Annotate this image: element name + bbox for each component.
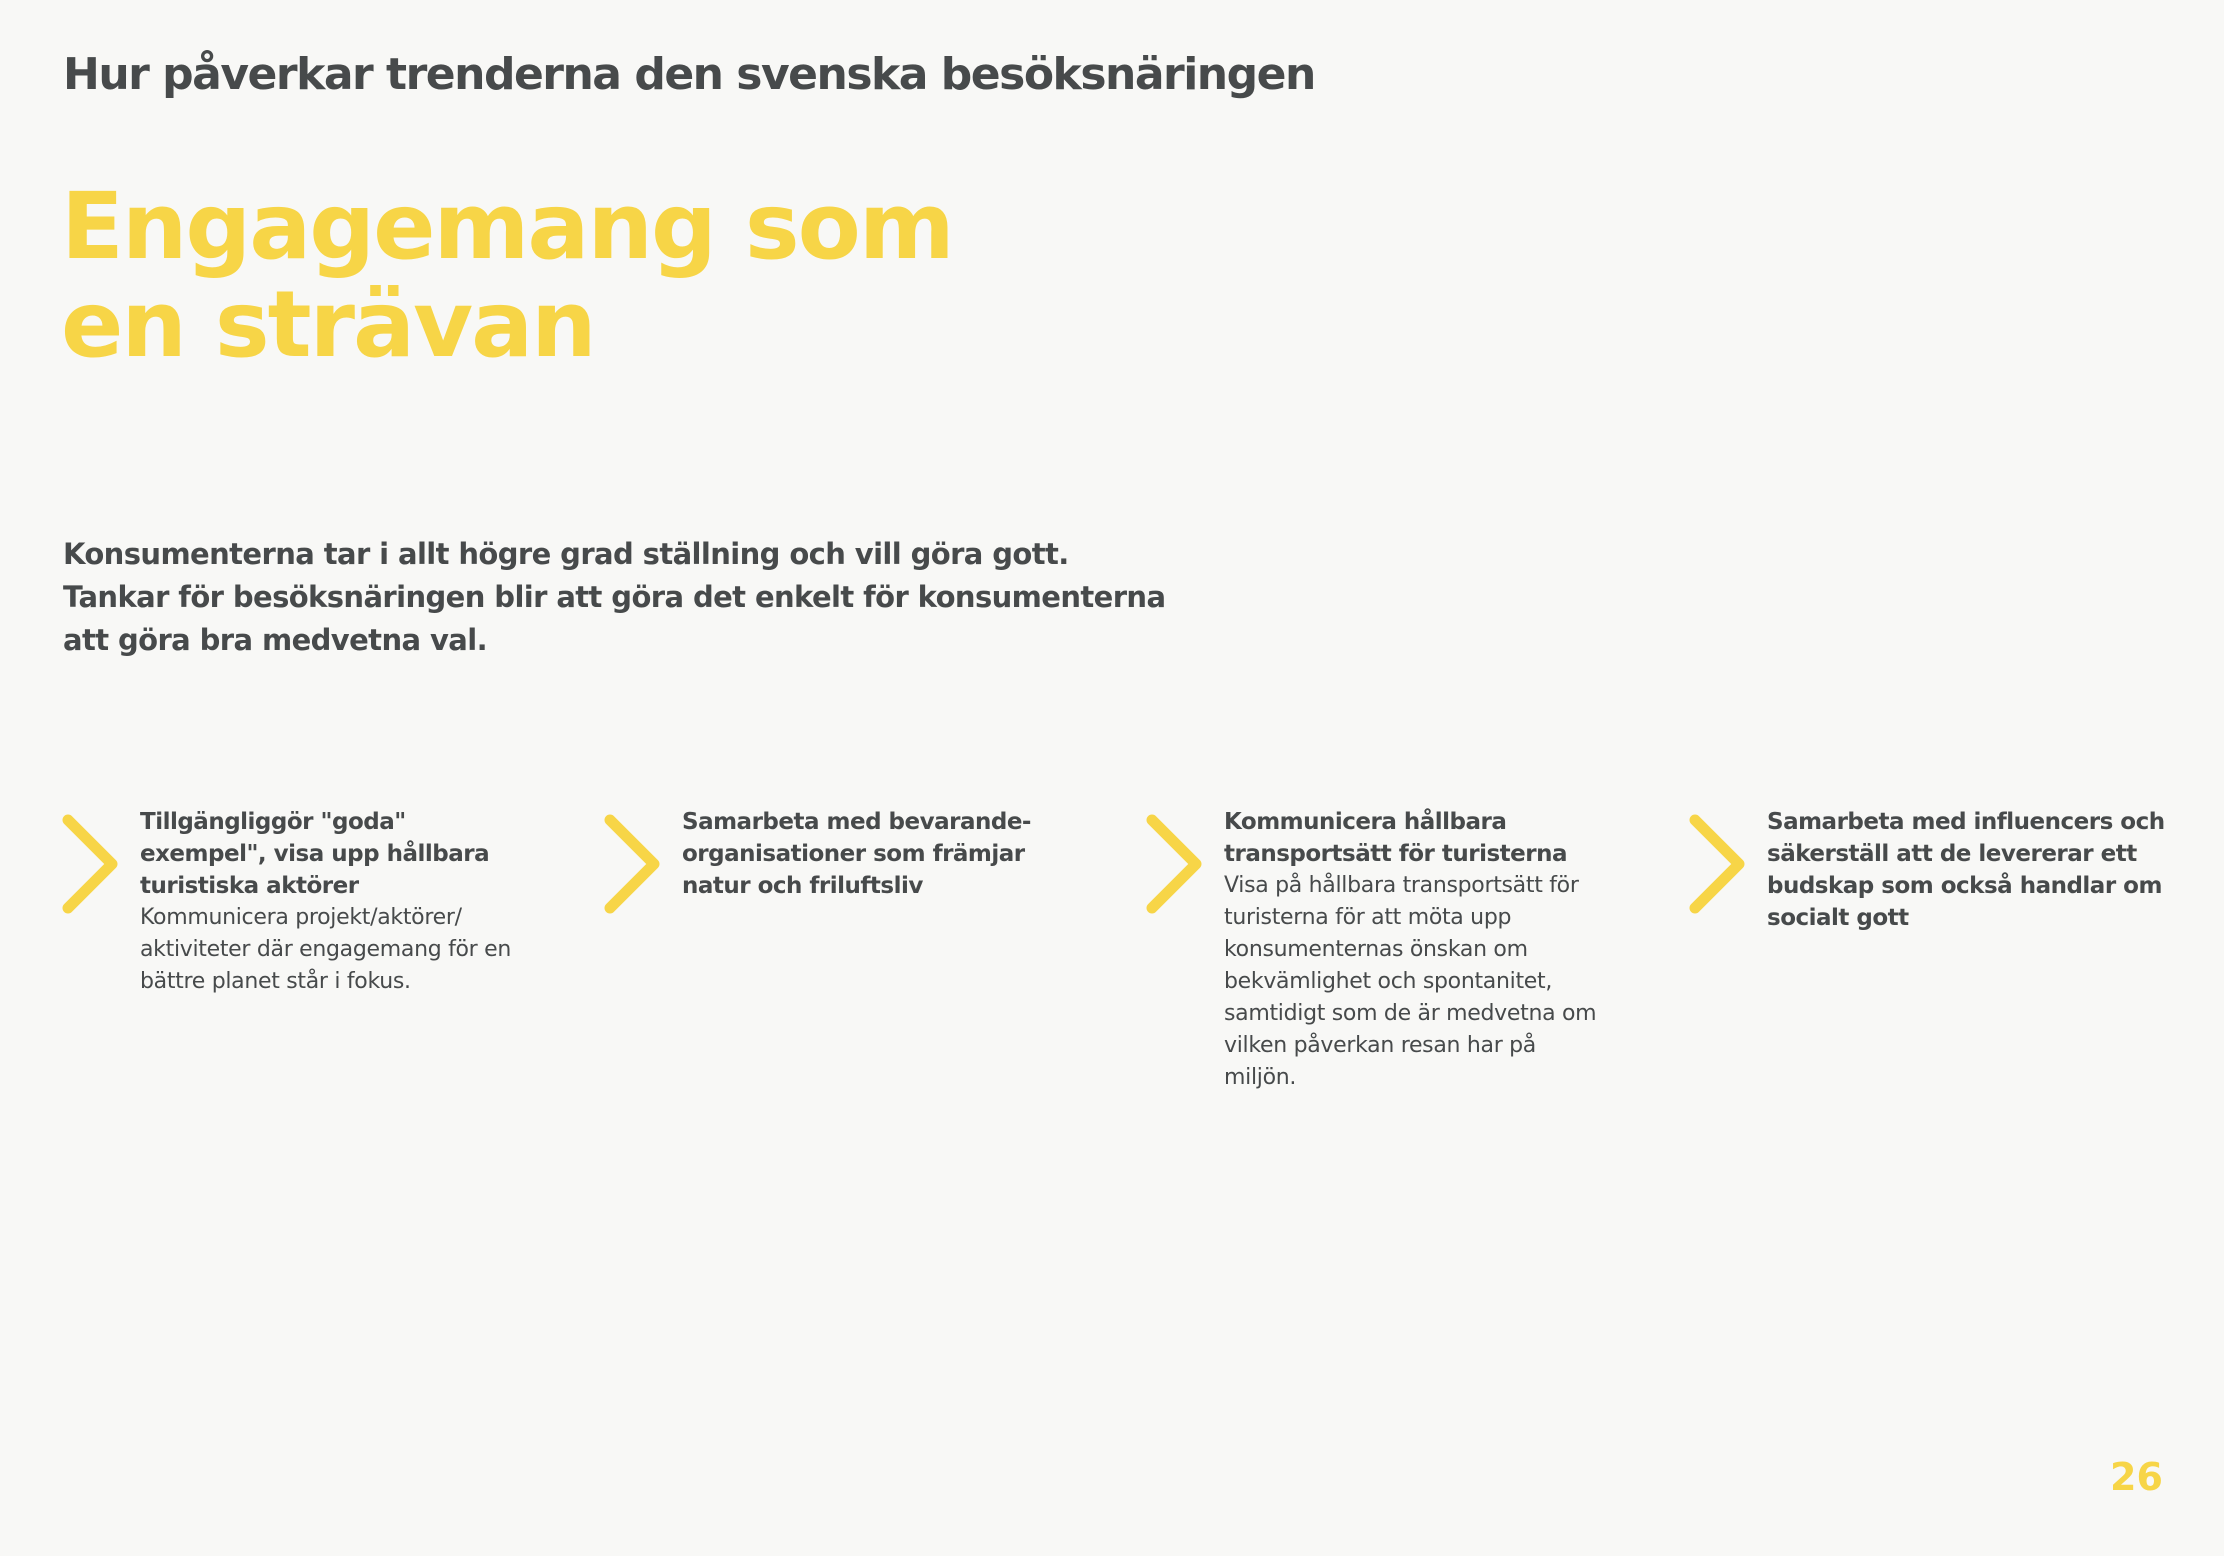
recommendation-title-line: turistiska aktörer	[140, 873, 359, 899]
recommendation-title	[682, 806, 1102, 902]
recommendation-text	[1767, 806, 2187, 934]
recommendation-title-line: budskap som också handlar om	[1767, 873, 2162, 899]
recommendation-title-line: Tillgängliggör "goda"	[140, 809, 406, 835]
recommendation-body-line: bekvämlighet och spontanitet,	[1224, 969, 1553, 994]
recommendation-title-line: Kommunicera hållbara	[1224, 809, 1507, 835]
page-heading	[61, 173, 953, 378]
recommendation-title	[1767, 806, 2187, 934]
recommendation-body-line: turisterna för att möta upp	[1224, 905, 1512, 930]
recommendation-item	[1689, 806, 2209, 1126]
page-number: 26	[2110, 1455, 2163, 1499]
page-heading-line: Engagemang som	[61, 173, 953, 280]
recommendation-title-line: Samarbeta med bevarande-	[682, 809, 1031, 835]
recommendation-body-line: samtidigt som de är medvetna om	[1224, 1001, 1597, 1026]
recommendation-title-line: natur och friluftsliv	[682, 873, 923, 899]
chevron-right-icon	[62, 814, 120, 914]
recommendation-body-line: bättre planet står i fokus.	[140, 969, 411, 994]
recommendation-title-line: säkerställ att de levererar ett	[1767, 841, 2137, 867]
recommendation-title-line: transportsätt för turisterna	[1224, 841, 1568, 867]
recommendation-body-line: Kommunicera projekt/aktörer/	[140, 905, 462, 930]
recommendation-body-line: vilken påverkan resan har på	[1224, 1033, 1536, 1058]
recommendation-text	[1224, 806, 1644, 1094]
recommendation-title-line: organisationer som främjar	[682, 841, 1025, 867]
recommendation-item	[604, 806, 1084, 1126]
recommendation-title-line: socialt gott	[1767, 905, 1909, 931]
recommendation-title-line: Samarbeta med influencers och	[1767, 809, 2165, 835]
recommendation-body	[140, 902, 560, 998]
page-heading-line: en strävan	[61, 271, 595, 378]
recommendation-body	[1224, 870, 1644, 1094]
intro-line: Tankar för besöksnäringen blir att göra det enkelt för konsumenterna	[63, 580, 1166, 614]
intro-line: Konsumenterna tar i allt högre grad ställning och vill göra gott.	[63, 537, 1069, 571]
recommendation-title	[1224, 806, 1644, 870]
recommendation-item	[62, 806, 542, 1126]
recommendation-title	[140, 806, 560, 902]
intro-line: att göra bra medvetna val.	[63, 623, 487, 657]
recommendation-text	[682, 806, 1102, 902]
recommendation-body-line: Visa på hållbara transportsätt för	[1224, 873, 1579, 898]
chevron-right-icon	[1146, 814, 1204, 914]
recommendation-text	[140, 806, 560, 998]
chevron-right-icon	[1689, 814, 1747, 914]
recommendation-list	[0, 806, 2224, 1126]
recommendation-body-line: aktiviteter där engagemang för en	[140, 937, 511, 962]
recommendation-body-line: konsumenternas önskan om	[1224, 937, 1528, 962]
recommendation-body-line: miljön.	[1224, 1065, 1297, 1090]
recommendation-title-line: exempel", visa upp hållbara	[140, 841, 490, 867]
recommendation-item	[1146, 806, 1626, 1126]
intro-paragraph	[63, 533, 1165, 662]
section-title: Hur påverkar trenderna den svenska besöksnäringen	[63, 49, 1315, 100]
chevron-right-icon	[604, 814, 662, 914]
